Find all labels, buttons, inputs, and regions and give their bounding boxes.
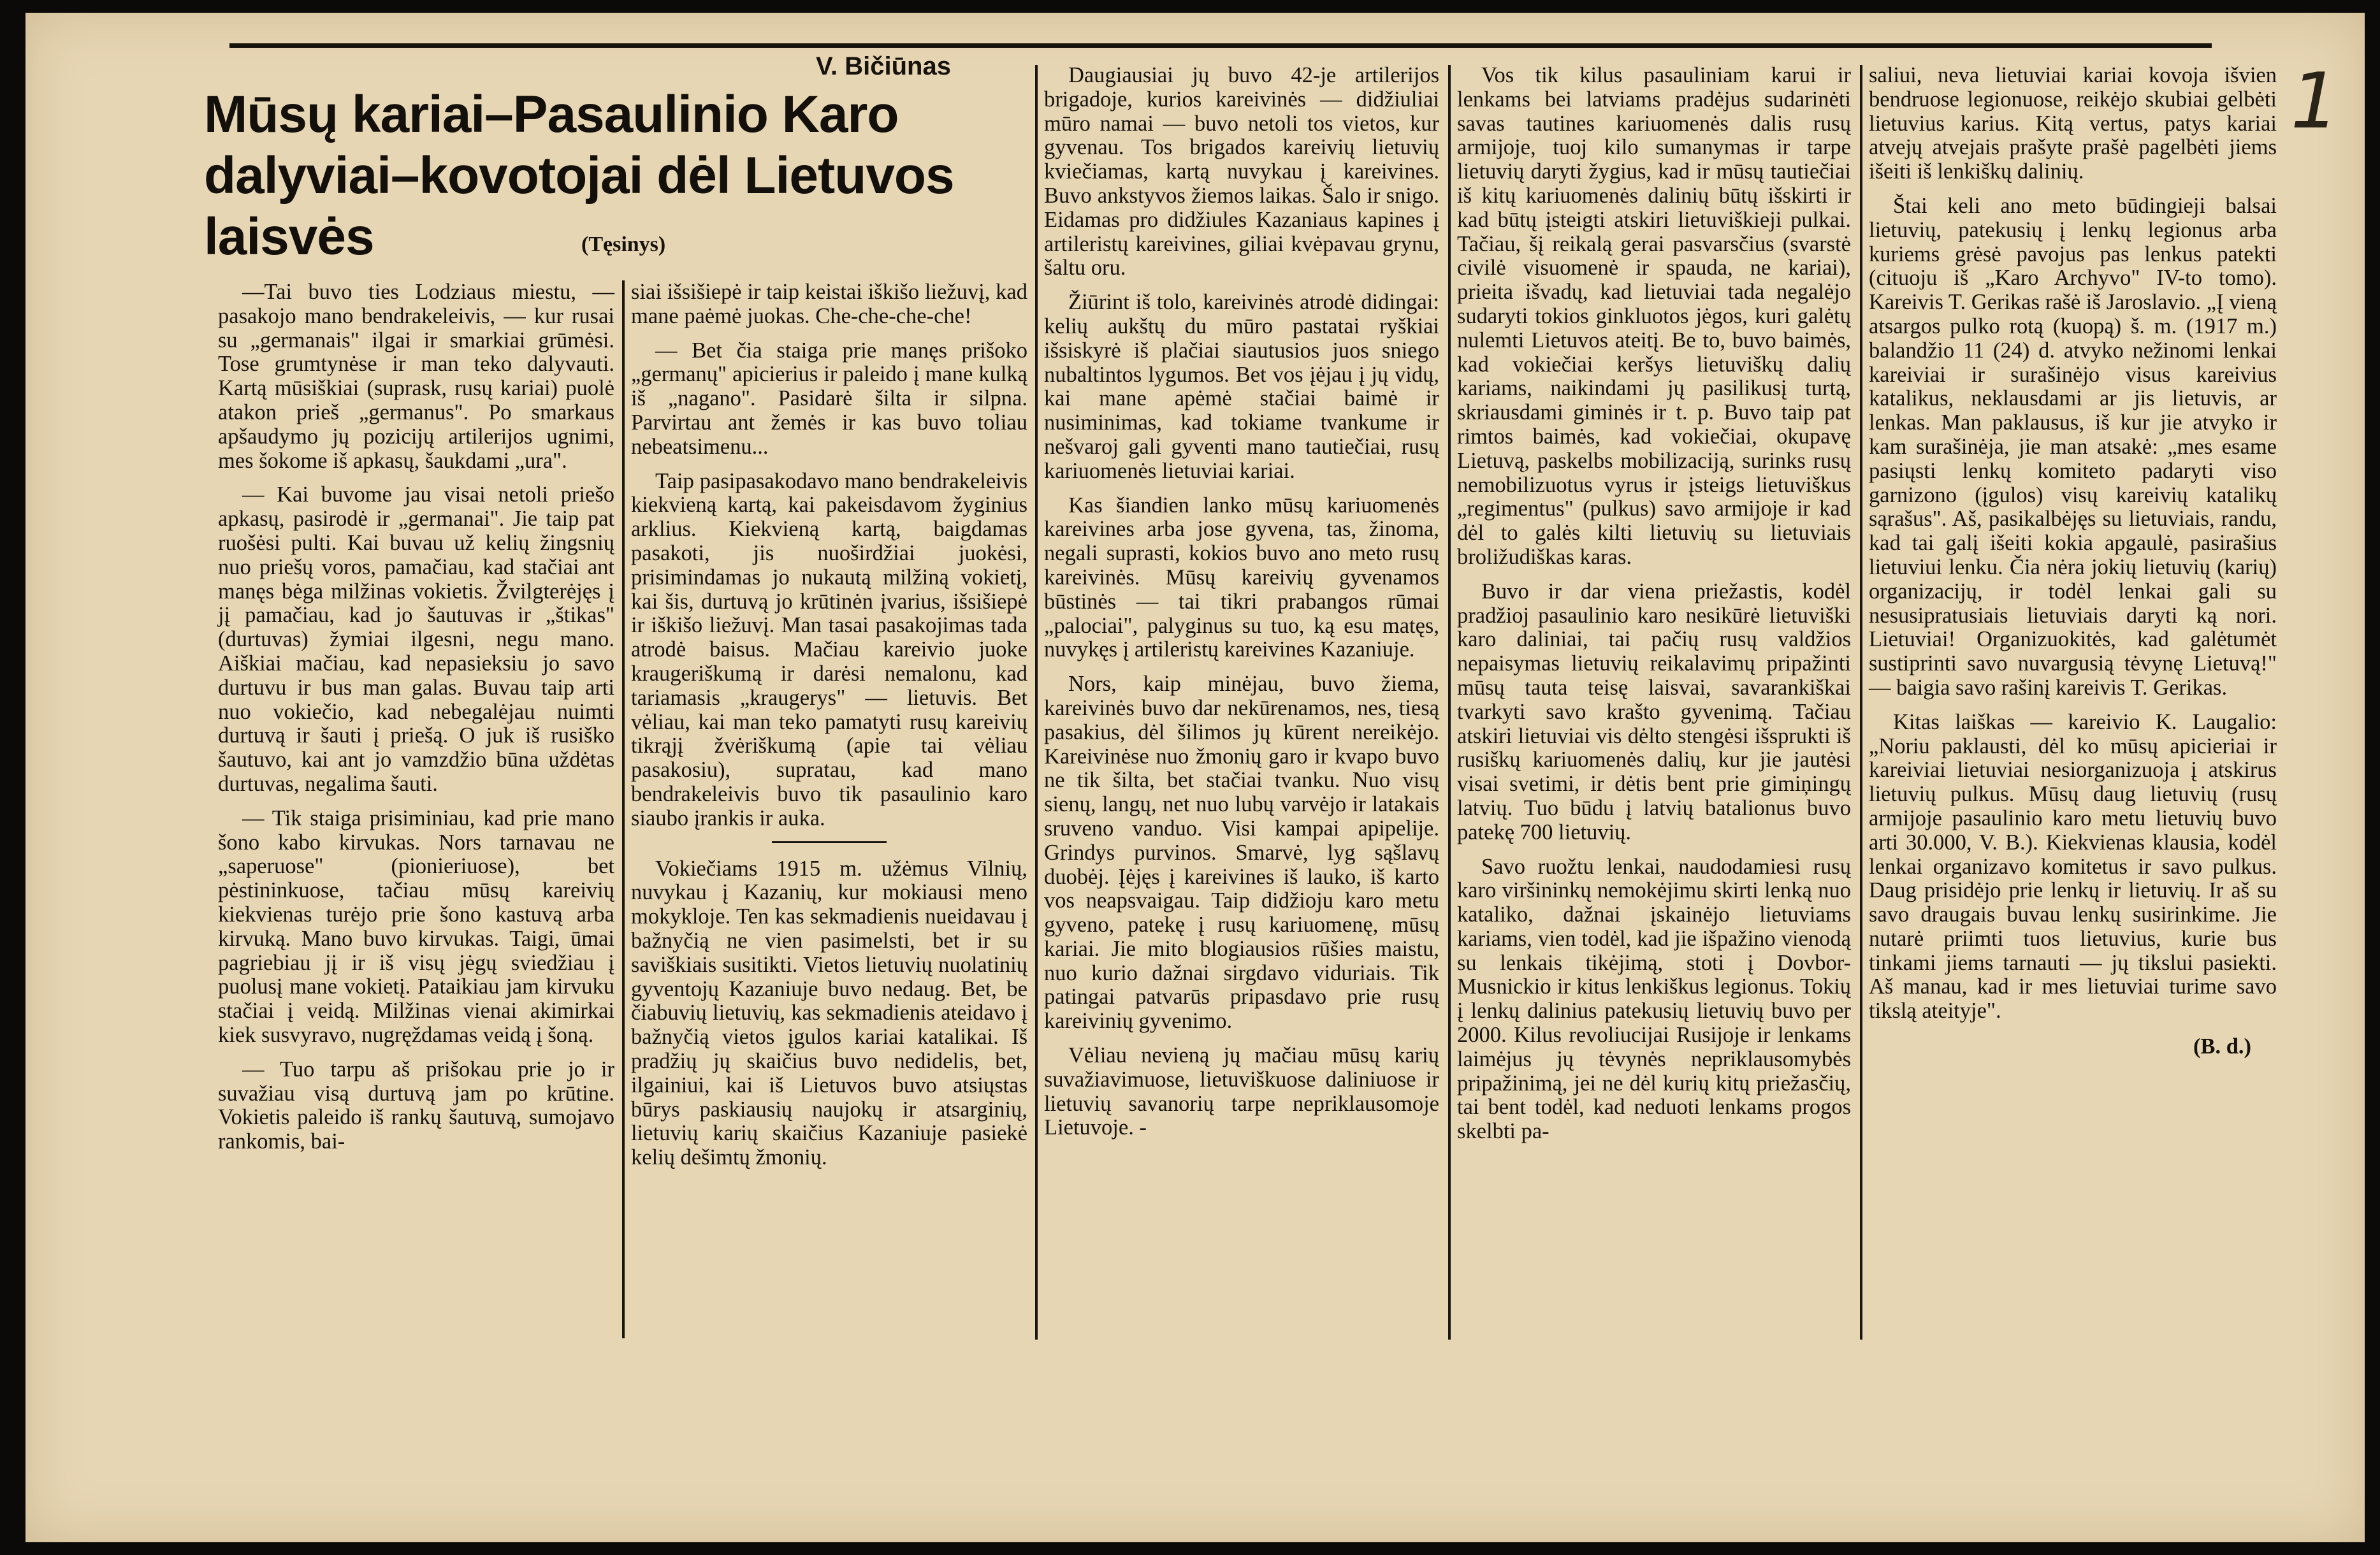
paragraph: Daugiausiai jų buvo 42-je artilerijos brigadoje, kurios kareivinės — didžiuliai mūro namai — buvo netoli tos vietos, kur gyvenau. Tos brigados kareivių lietuvių kviečiamas, kartą nuvykau į kareivines. Buvo ankstyvos žiemos laikas. Šalo ir snigo. Eidamas pro didžiules Kazaniaus kapines į artileristų kareivines, giliai kvėpavau grynu, šaltu oru. [1044, 63, 1439, 280]
continued-label: (Tęsinys) [581, 233, 666, 256]
paragraph: Štai keli ano meto būdingieji balsai lietuvių, patekusių į lenkų legionus arba kuriems grėsė pavojus pas lenkus patekti (cituoju iš „Karo Archyvo" IV-to tomo). Kareivis T. Gerikas rašė iš Jaroslavio. „Į vieną atsargos pulko rotą (kuopą) š. m. (1917 m.) balandžio 11 (24) d. atvyko nežinomi lenkai kareiviai ir surašinėjo visus kareivius katalikus, neklausdami ar jis lietuvis, ar lenkas. Man paklausus, iš kur jie atvyko ir kam surašinėja, jie man atsakė: „mes esame pasiųsti lenkų komiteto padaryti viso garnizono (įgulos) visų kareivių katalikų sąrašus". Aš, pasikalbėjęs su lietuviais, randu, kad tai galį išeiti kokia apgaulė, pasirašius lietuviui lenku. Čia nėra jokių lietuvių (karių) organizacijų, ir todėl lenkai gali su nesusipratusiais lietuviais daryti ką nori. Lietuviai! Organizuokitės, kad galėtumėt sustiprinti savo nuvargusią tėvynę Lietuvą!" — baigia savo rašinį kareivis T. Gerikas. [1869, 193, 2277, 700]
paragraph: Buvo ir dar viena priežastis, kodėl pradžioj pasaulinio karo nesikūrė lietuviški karo daliniai, tai pačių rusų valdžios nepaisymas lietuvių reikalavimų pripažinti mūsų tauta teisę laisvai, savarankiškai tvarkyti savo krašto gyvenimą. Tačiau atskiri lietuviai vis dėlto stengėsi išsprukti iš rusiškų kariuomenės dalių, kur jie jautėsi visai svetimi, ir dėtis bent prie gimiņingų latvių. Tuo būdu į latvių batalionus buvo patekę 700 lietuvių. [1457, 579, 1851, 844]
byline: V. Bičiūnas [816, 52, 951, 80]
paragraph: Kitas laiškas — kareivio K. Laugalio: „Noriu paklausti, dėl ko mūsų apicieriai ir kareiviai lietuviai nesiorganizuoja į atskirus lietuvių pulkus. Mūsų daug lietuvių (rusų armijoje pasaulinio karo metu lietuvių buvo arti 30.000, V. B.). Kiekvienas klausia, kodėl lenkai organizavo komitetus ir savo pulkus. Daug prisidėjo prie lenkų ir lietuvių. Ir aš su savo draugais buvau lenkų susirinkime. Jie nutarė priimti tuos lietuvius, kurie bus tinkami jiems tarnauti — jų tikslui pasiekti. Aš manau, kad ir mes lietuviai turime savo tikslą ateityje". [1869, 709, 2277, 1023]
paragraph: Kas šiandien lanko mūsų kariuomenės kareivines arba jose gyvena, tas, žinoma, negali suprasti, kokios buvo ano meto rusų kareivinės. Mūsų kareivių gyvenamos būstinės — tai tikri prabangos rūmai „palociai", palyginus su tuo, ką esu matęs, nuvykęs į artileristų kareivines Kazaniuje. [1044, 493, 1439, 662]
paragraph: —Tai buvo ties Lodziaus miestu, — pasakojo mano bendrakeleivis, — kur rusai su „germanais" ilgai ir smarkiai grūmėsi. Tose grumtynėse ir man teko dalyvauti. Kartą mūsiškiai (suprask, rusų kariai) puolė atakon prieš „germanus". Po smarkaus apšaudymo jų pozicijų artilerijos ugnimi, mes šokome iš apkasų, šaukdami „ura". [218, 280, 614, 473]
paragraph: — Tik staiga prisiminiau, kad prie mano šono kabo kirvukas. Nors tarnavau ne „saperuose" (pionieriuose), bet pėstininkuose, tačiau mūsų kareivių kiekvienas turėjo prie šono kastuvą arba kirvuką. Mano buvo kirvukas. Taigi, ūmai pagriebiau jį ir iš visų jėgų sviedžiau į puolusį mane vokietį. Pataikiau jam kirvuku stačiai į veidą. Milžinas vienai akimirkai kiek susvyravo, nugręždamas veidą į šoną. [218, 806, 614, 1047]
column-rule [1860, 65, 1862, 1340]
handwritten-page-number: 1 [2290, 57, 2339, 146]
column-1 [218, 280, 614, 1164]
column-rule [622, 280, 625, 1338]
paragraph: Nors, kaip minėjau, buvo žiema, kareivinės buvo dar nekūrenamos, nes, tiesą pasakius, dėl šilimos jų kūrent nereikėjo. Kareivinėse nuo žmonių garo ir kvapo buvo ne tik šilta, bet stačiai tvanku. Nuo visų sienų, langų, net nuo lubų varvėjo ir latakais sruveno vanduo. Visi kampai apipelije. Grindys purvinos. Smarvė, lyg sąšlavų duobėj. Įėjęs į kareivines iš lauko, iš karto vos neapsvaigau. Taip didžioju karo metu gyveno, patekę į rusų kariuomenę, mūsų kariai. Jie mito blogiausios rūšies maistu, nuo kurio dažnai sirgdavo viduriais. Tik patingai patvarūs pripasdavo prie rusų kareivinių gyvenimo. [1044, 672, 1439, 1034]
paragraph: Vokiečiams 1915 m. užėmus Vilnių, nuvykau į Kazanių, kur mokiausi meno mokykloje. Ten kas sekmadienis nueidavau į bažnyčią ne vien pasimelsti, bet ir su saviškiais susitikti. Vietos lietuvių nuolatinių gyventojų Kazaniuje buvo nedaug. Bet, be čiabuvių lietuvių, kas sekmadienis ateidavo į bažnyčią vietos įgulos kariai katalikai. Iš pradžių jų skaičius buvo nedidelis, bet, ilgainiui, kai iš Lietuvos buvo atsiųstas būrys paskiausių naujokų ir atsarginių, lietuvių karių skaičius Kazaniuje pasiekė kelių dešimtų žmonių. [631, 856, 1027, 1170]
paragraph: Vos tik kilus pasauliniam karui ir lenkams bei latviams pradėjus sudarinėti savas tautines kariuomenės dalis rusų armijoje, tuoj kilo sumanymas ir tarpe lietuvių daryti žygius, kad ir mūsų tautiečiai iš kitų kariuomenės dalinių būtų išskirti ir kad būtų įsteigti atskiri lietuviškieji pulkai. Tačiau, šį reikalą gerai pasvarsčius (svarstė civilė visuomenė ir spauda, ne kariai), prieita išvadų, kad lietuviai tada negalėjo sudaryti tokios ginkluotos jėgos, kuri galėtų nulemti Lietuvos ateitį. Be to, buvo baimės, kad vokiečiai keršys lietuviškų dalių kariams, naikindami jų pasilikusį turtą, skriausdami giminės ir t. p. Buvo taip pat rimtos baimės, kad vokiečiai, okupavę Lietuvą, paskelbs mobilizaciją, surinks rusų nemobilizuotus vyrus ir įsteigs lietuviškus „regimentus" (pulkus) savo armijoje ir kad dėl to galės kilti lietuvių su lietuviais broližudiškas karas. [1457, 63, 1851, 569]
paragraph: Žiūrint iš tolo, kareivinės atrodė didingai: kelių aukštų du mūro pastatai ryškiai išsiskyrė iš plačiai siautusios juos sniego nubaltintos lygumos. Bet vos įėjau į jų vidų, kai mane apėmė stačiai baimė ir nusiminimas, kad tokiame tvankume ir nešvaroj gali gyventi mano tautiečiai, rusų kariuomenės lietuviai kariai. [1044, 290, 1439, 483]
paragraph: — Tuo tarpu aš prišokau prie jo ir suvažiau visą durtuvą jam po krūtine. Vokietis paleido iš rankų šautuvą, sumojavo rankomis, bai- [218, 1057, 614, 1154]
column-rule [1448, 65, 1451, 1340]
column-3 [1044, 64, 1439, 1150]
to-be-continued-mark: (B. d.) [2193, 1034, 2251, 1059]
paragraph: saliui, neva lietuviai kariai kovoja išvien bendruose legionuose, reikėjo skubiai gelbėti lietuvius karius. Kitą vertus, patys kariai atvejų atvejais prašyte prašė pagelbėti jiems išeiti iš lenkiškų dalinių. [1869, 63, 2277, 184]
paragraph: — Bet čia staiga prie manęs prišoko „germanų" apicierius ir paleido į mane kulką iš „nagano". Pasidarė šilta ir silpna. Parvirtau ant žemės ir kas buvo toliau nebeatsimenu... [631, 338, 1027, 459]
section-divider [772, 841, 887, 843]
column-5 [1869, 64, 2277, 1059]
top-rule [229, 43, 2212, 48]
paragraph: siai išsišiepė ir taip keistai iškišo liežuvį, kad mane paėmė juokas. Che-che-che-che! [631, 280, 1027, 328]
paragraph: — Kai buvome jau visai netoli priešo apkasų, pasirodė ir „germanai". Jie taip pat ruošėsi pulti. Kai buvau už kelių žingsnių nuo priešų voros, pamačiau, kad stačiai ant manęs bėga milžinas vokietis. Žvilgterėjęs į jį pamačiau, kad jo šautuvas ir „štikas" (durtuvas) žymiai ilgesni, negu mano. Aiškiai mačiau, kad nepasieksiu jo savo durtuvu ir bus man galas. Buvau taip arti nuo vokiečio, kad nebegalėjau nuimti durtuvą ir šauti į priešą. O juk iš rusiško šautuvo, kai ant jo vamzdžio būna uždėtas durtuvas, negalima šauti. [218, 482, 614, 796]
paragraph: Vėliau nevieną jų mačiau mūsų karių suvažiavimuose, lietuviškuose daliniuose ir lietuvių savanorių tarpe nepriklausomoje Lietuvoje. - [1044, 1043, 1439, 1140]
headline: Mūsų kariai–Pasaulinio Karo dalyviai–kovotojai dėl Lietuvos laisvės [204, 85, 954, 266]
column-rule [1035, 65, 1038, 1340]
paragraph: Taip pasipasakodavo mano bendrakeleivis kiekvieną kartą, kai pakeisdavom žyginius arklius. Kiekvieną kartą, baigdamas pasakoti, jis nuoširdžiai juokėsi, prisimindamas jo nukautą milžiną vokietį, kai šis, durtuvą jo krūtinėn įvarius, išsišiepė ir iškišo liežuvį. Man tasai pasakojimas tada atrodė baisus. Mačiau kareivio juoke kraugeriškumą ir darėsi nemalonu, kad tariamasis „kraugerys" — lietuvis. Bet vėliau, kai man teko pamatyti rusų kareivių tikrąjį žvėriškumą (apie tai vėliau pasakosiu), supratau, kad mano bendrakeleivis buvo tik pasaulinio karo siaubo įrankis ir auka. [631, 468, 1027, 830]
column-4 [1457, 64, 1851, 1154]
newspaper-clipping [25, 13, 2365, 1542]
column-2 [631, 280, 1027, 1180]
paragraph: Savo ruožtu lenkai, naudodamiesi rusų karo viršininkų nemokėjimu skirti lenką nuo kataliko, dažnai įskainėjo lietuviams kariams, vien todėl, kad jie išpažino vienodą su lenkais tikėjimą, stoti į Dovbor-Musnickio ir kitus lenkiškus legionus. Tokių į lenkų dalinius patekusių lietuvių buvo per 2000. Kilus revoliucijai Rusijoje ir lenkams laimėjus jų tėvynės nepriklausomybės pripažinimą, jei ne dėl kurių kitų priežasčių, tai bent todėl, kad neduoti lenkams progos skelbti pa- [1457, 854, 1851, 1144]
